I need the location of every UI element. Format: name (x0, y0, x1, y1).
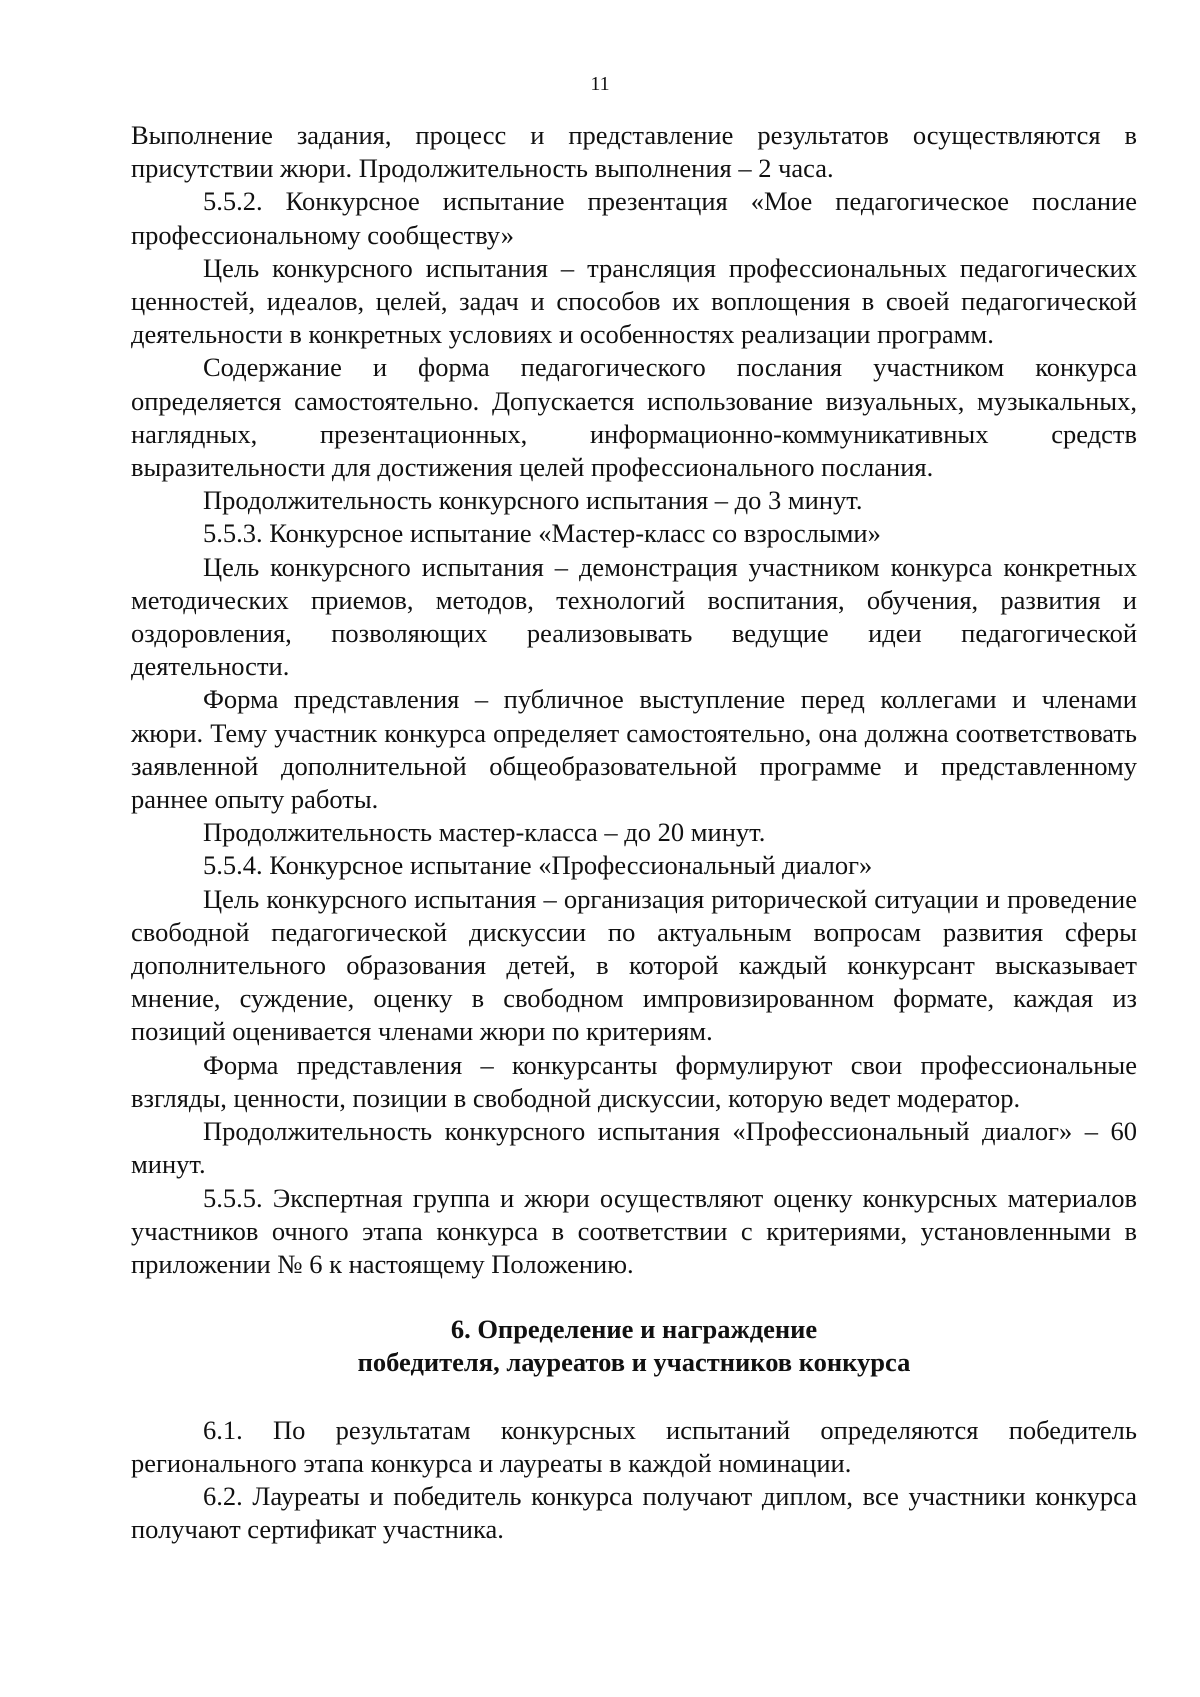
paragraphs-after-heading (131, 1414, 1137, 1547)
paragraph: 5.5.3. Конкурсное испытание «Мастер-класс со взрослыми» (203, 518, 881, 549)
section-heading-line-1: 6. Определение и награждение (450, 1314, 818, 1345)
paragraph: 5.5.5. Экспертная группа и жюри осуществляют оценку конкурсных материалов участников очного этапа конкурса в соответствии с критериями, установленными в приложении № 6 к настоящему Положению. (131, 1182, 1137, 1279)
section-heading (131, 1313, 1137, 1379)
paragraph: Продолжительность мастер-класса – до 20 минут. (203, 817, 766, 848)
paragraph: Продолжительность конкурсного испытания – до 3 минут. (203, 485, 863, 516)
paragraph: 5.5.2. Конкурсное испытание презентация «Мое педагогическое послание профессиональному сообществу» (131, 186, 1137, 250)
paragraph: Содержание и форма педагогического послания участником конкурса определяется самостоятельно. Допускается использование визуальных, музыкальных, наглядных, презентационных, информационно-коммуникативных средств выразительности для достижения целей профессионального послания. (131, 352, 1137, 483)
page-number: 11 (590, 73, 610, 95)
paragraph: Цель конкурсного испытания – организация риторической ситуации и проведение свободной педагогической дискуссии по актуальным вопросам развития сферы дополнительного образования детей, в которой каждый конкурсант высказывает мнение, суждение, оценку в свободном импровизированном формате, каждая из позиций оценивается членами жюри по критериям. (131, 883, 1137, 1047)
section-heading-line-2: победителя, лауреатов и участников конкурса (357, 1347, 911, 1378)
document-body (131, 119, 1137, 1546)
paragraph: Цель конкурсного испытания – трансляция профессиональных педагогических ценностей, идеалов, целей, задач и способов их воплощения в своей педагогической деятельности в конкретных условиях и особенностях реализации программ. (131, 252, 1137, 350)
paragraph: Цель конкурсного испытания – демонстрация участником конкурса конкретных методических приемов, методов, технологий воспитания, обучения, развития и оздоровления, позволяющих реализовывать ведущие идеи педагогической деятельности. (131, 551, 1137, 682)
paragraph: Форма представления – конкурсанты формулируют свои профессиональные взгляды, ценности, позиции в свободной дискуссии, которую ведет модератор. (131, 1049, 1137, 1113)
paragraphs-before-heading (131, 119, 1137, 1281)
paragraph: 6.1. По результатам конкурсных испытаний определяются победитель регионального этапа конкурса и лауреаты в каждой номинации. (131, 1414, 1137, 1478)
paragraph: Выполнение задания, процесс и представление результатов осуществляются в присутствии жюри. Продолжительность выполнения – 2 часа. (131, 120, 1137, 184)
paragraph: 6.2. Лауреаты и победитель конкурса получают диплом, все участники конкурса получают сертификат участника. (131, 1480, 1137, 1545)
paragraph: Продолжительность конкурсного испытания «Профессиональный диалог» – 60 минут. (131, 1116, 1137, 1180)
paragraph: 5.5.4. Конкурсное испытание «Профессиональный диалог» (203, 850, 873, 881)
paragraph: Форма представления – публичное выступление перед коллегами и членами жюри. Тему участник конкурса определяет самостоятельно, она должна соответствовать заявленной дополнительной общеобразовательной программе и представленному раннее опыту работы. (131, 684, 1137, 815)
